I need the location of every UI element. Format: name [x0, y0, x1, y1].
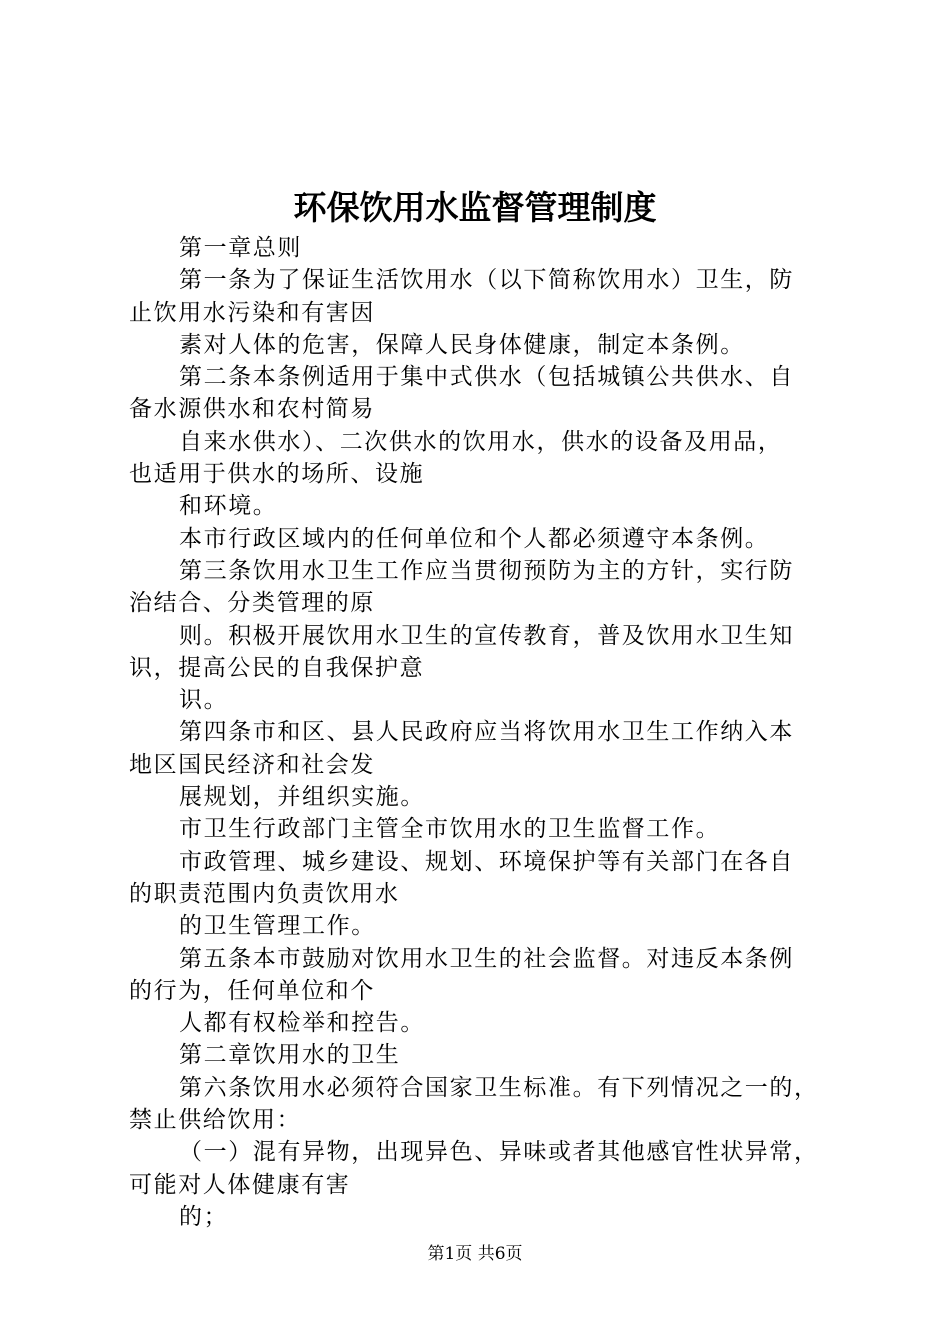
- text-line: 和环境。: [179, 493, 278, 520]
- text-line: 第一条为了保证生活饮用水（以下简称饮用水）卫生，防: [179, 267, 794, 294]
- text-line: 素对人体的危害，保障人民身体健康，制定本条例。: [179, 331, 745, 358]
- text-line: 止饮用水污染和有害因: [129, 299, 375, 326]
- page-number: 第1页 共6页: [427, 1244, 523, 1264]
- text-line: 第一章总则: [179, 235, 302, 261]
- text-line: 地区国民经济和社会发: [129, 751, 375, 778]
- text-line: 则。积极开展饮用水卫生的宣传教育，普及饮用水卫生知: [179, 622, 794, 649]
- text-line: 也适用于供水的场所、设施: [129, 461, 425, 488]
- document-body: [129, 232, 835, 1233]
- text-line: 备水源供水和农村简易: [129, 396, 375, 423]
- text-line: 自来水供水）、二次供水的饮用水，供水的设备及用品，: [179, 428, 783, 455]
- text-line: 第四条市和区、县人民政府应当将饮用水卫生工作纳入本: [179, 719, 794, 746]
- text-line: 的职责范围内负责饮用水: [129, 880, 400, 907]
- text-line: 的行为，任何单位和个: [129, 977, 375, 1004]
- text-line: 的卫生管理工作。: [179, 913, 376, 940]
- text-line: 第二条本条例适用于集中式供水（包括城镇公共供水、自: [179, 364, 794, 391]
- text-line: 第六条饮用水必须符合国家卫生标准。有下列情况之一的，: [179, 1074, 819, 1101]
- text-line: 禁止供给饮用：: [129, 1107, 302, 1134]
- document-title: 环保饮用水监督管理制度: [293, 188, 657, 227]
- text-line: 市政管理、城乡建设、规划、环境保护等有关部门在各自: [179, 848, 794, 875]
- text-line: 人都有权检举和控告。: [179, 1010, 425, 1037]
- text-line: 治结合、分类管理的原: [129, 590, 375, 617]
- text-line: （一）混有异物，出现异色、异味或者其他感官性状异常，: [179, 1139, 819, 1166]
- text-line: 本市行政区域内的任何单位和个人都必须遵守本条例。: [179, 525, 770, 552]
- text-line: 市卫生行政部门主管全市饮用水的卫生监督工作。: [179, 816, 721, 843]
- text-line: 第三条饮用水卫生工作应当贯彻预防为主的方针，实行防: [179, 557, 794, 584]
- text-line: 识，提高公民的自我保护意: [129, 654, 425, 681]
- text-line: 第五条本市鼓励对饮用水卫生的社会监督。对违反本条例: [179, 945, 794, 972]
- text-line: 展规划，并组织实施。: [179, 784, 425, 811]
- text-line: 第二章饮用水的卫生: [179, 1042, 401, 1069]
- text-line: 可能对人体健康有害: [129, 1171, 351, 1198]
- text-line: 识。: [179, 687, 229, 714]
- text-line: 的；: [179, 1203, 229, 1230]
